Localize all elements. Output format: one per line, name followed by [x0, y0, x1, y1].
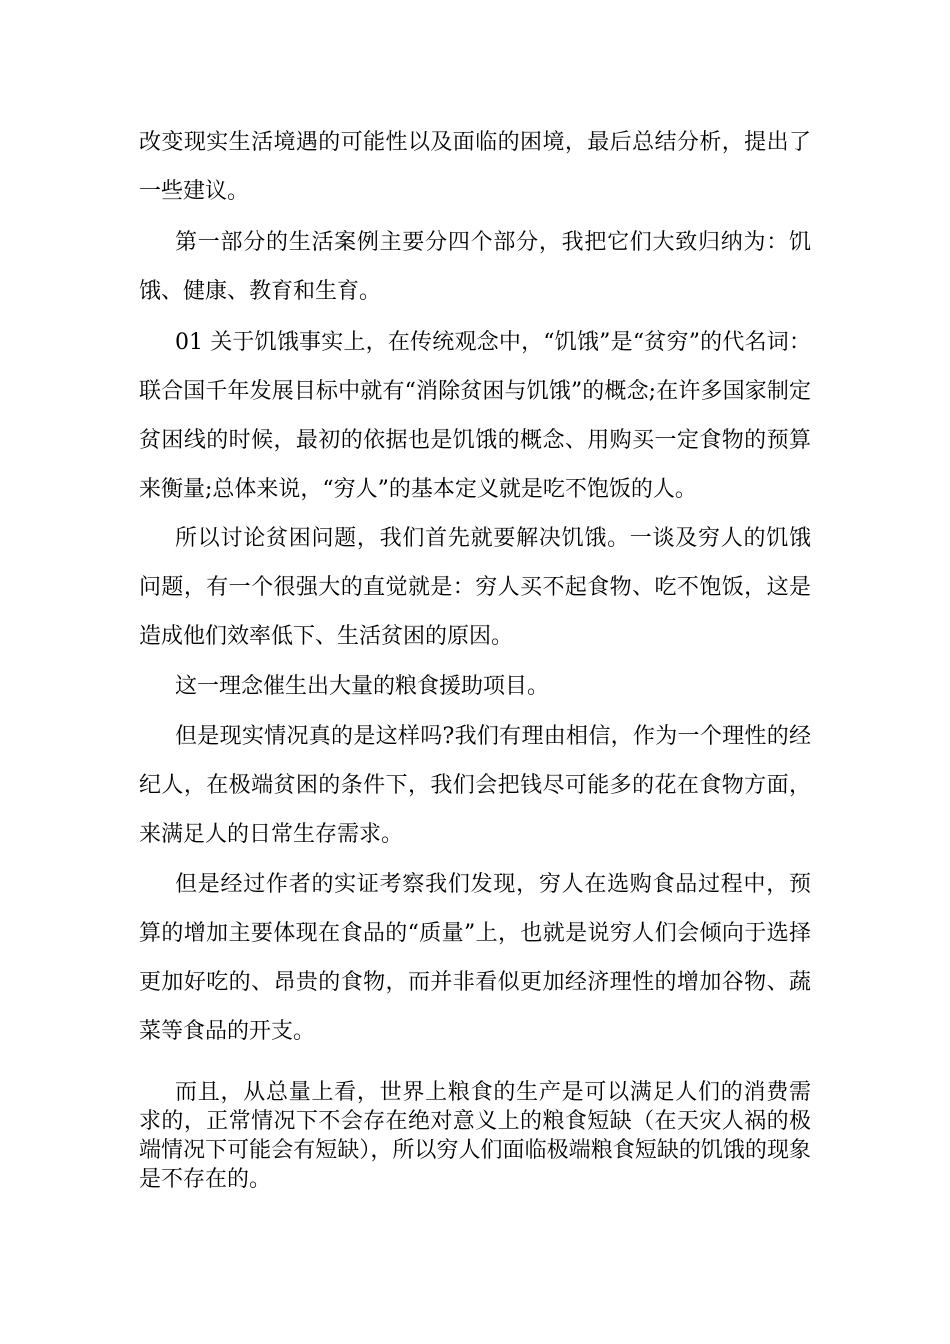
paragraph-8: 而且，从总量上看，世界上粮食的生产是可以满足人们的消费需求的，正常情况下不会存在绝对意义上的粮食短缺（在天灾人祸的极端情况下可能会有短缺），所以穷人们面临极端粮食短缺的饥饿的现象是不存在的。	[139, 1080, 811, 1192]
paragraph-4: 所以讨论贫困问题，我们首先就要解决饥饿。一谈及穷人的饥饿问题，有一个很强大的直觉就是：穷人买不起食物、吃不饱饭，这是造成他们效率低下、生活贫困的原因。	[139, 526, 811, 649]
paragraph-1: 改变现实生活境遇的可能性以及面临的困境，最后总结分析，提出了一些建议。	[139, 130, 811, 204]
paragraph-2: 第一部分的生活案例主要分四个部分，我把它们大致归纳为：饥饿、健康、教育和生育。	[139, 230, 811, 304]
paragraph-6: 但是现实情况真的是这样吗?我们有理由相信，作为一个理性的经纪人，在极端贫困的条件下，我们会把钱尽可能多的花在食物方面，来满足人的日常生存需求。	[139, 724, 811, 847]
paragraph-3: 01 关于饥饿事实上，在传统观念中，“饥饿”是“贫穷”的代名词：联合国千年发展目标中就有“消除贫困与饥饿”的概念;在许多国家制定贫困线的时候，最初的依据也是饥饿的概念、用购买一定食物的预算来衡量;总体来说，“穷人”的基本定义就是吃不饱饭的人。	[139, 330, 811, 502]
paragraph-7: 但是经过作者的实证考察我们发现，穷人在选购食品过程中，预算的增加主要体现在食品的“质量”上，也就是说穷人们会倾向于选择更加好吃的、昂贵的食物，而并非看似更加经济理性的增加谷物、蔬菜等食品的开支。	[139, 872, 811, 1044]
paragraph-5: 这一理念催生出大量的粮食援助项目。	[175, 674, 550, 699]
